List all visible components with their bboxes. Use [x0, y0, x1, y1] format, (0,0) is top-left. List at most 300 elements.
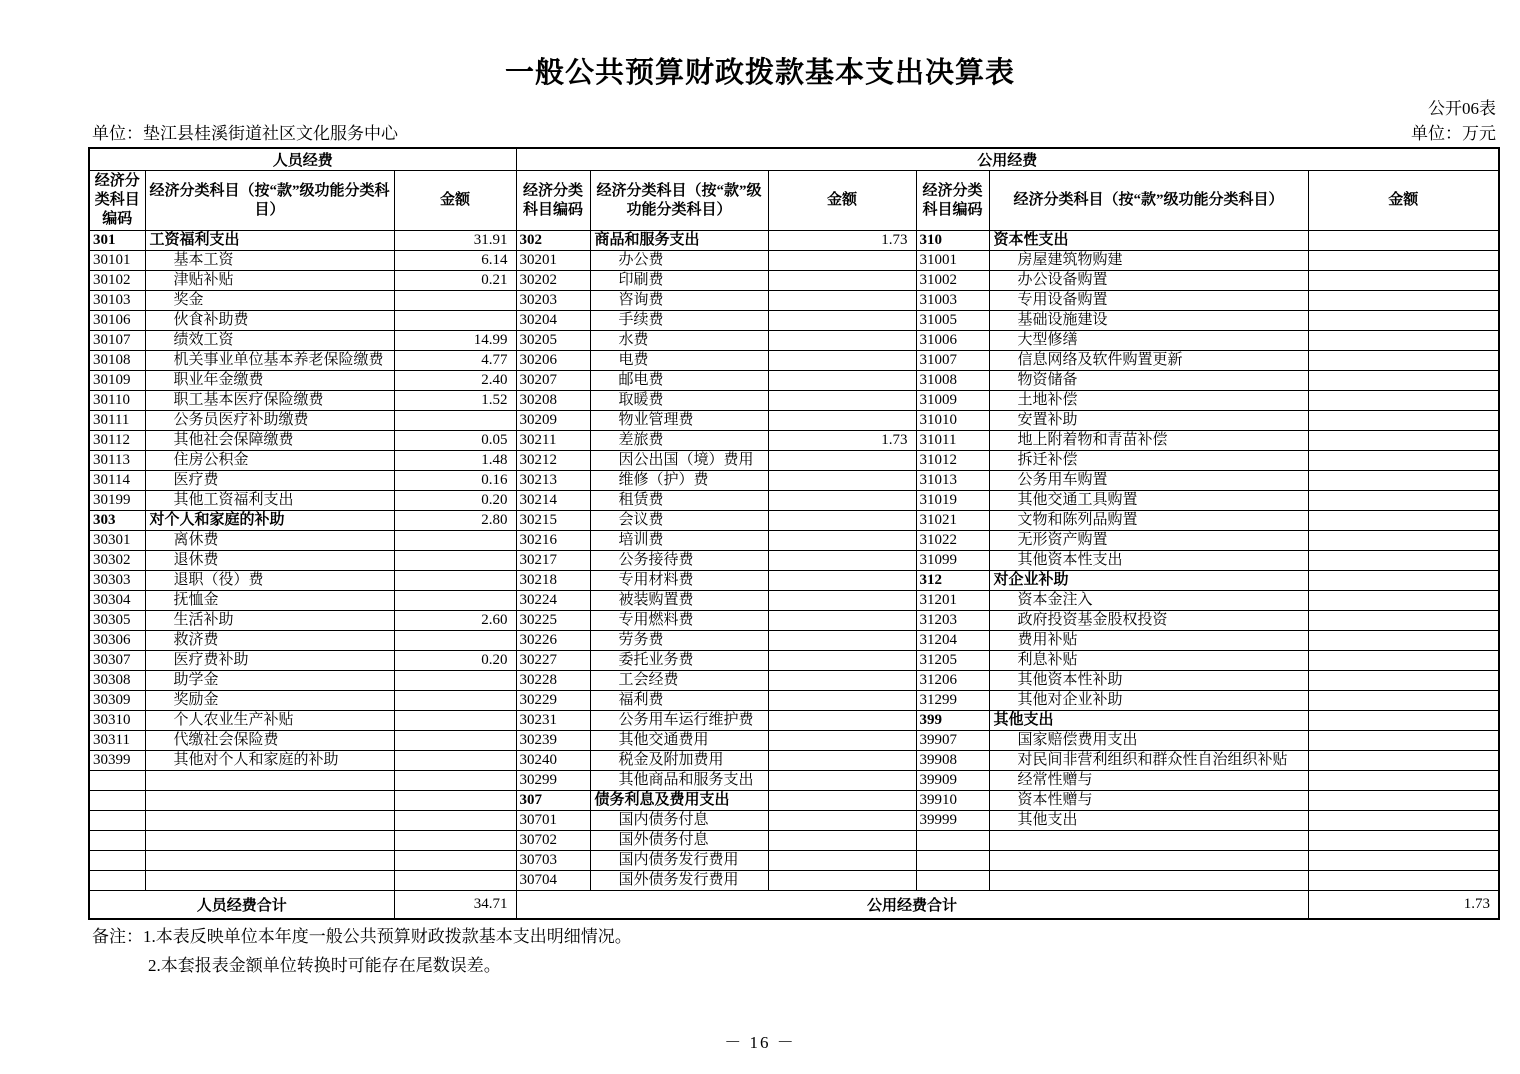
table-row: [89, 671, 1499, 691]
amount-cell: 6.14: [394, 251, 516, 271]
amount-cell: [1308, 651, 1499, 671]
subject-cell: 手续费: [590, 311, 768, 331]
code-cell: 30203: [516, 291, 590, 311]
amount-cell: [394, 591, 516, 611]
subject-cell: 其他商品和服务支出: [590, 771, 768, 791]
personnel-total-value: 34.71: [394, 891, 516, 919]
amount-cell: [394, 791, 516, 811]
code-cell: 30240: [516, 751, 590, 771]
unit-money: 单位：万元: [1411, 124, 1496, 143]
amount-cell: [768, 311, 916, 331]
subject-cell: [145, 791, 394, 811]
amount-cell: [394, 831, 516, 851]
amount-cell: [1308, 851, 1499, 871]
code-cell: 30201: [516, 251, 590, 271]
totals-row: [89, 891, 1499, 919]
code-cell: 30215: [516, 511, 590, 531]
subject-cell: 国内债务付息: [590, 811, 768, 831]
subject-cell: 职工基本医疗保险缴费: [145, 391, 394, 411]
code-cell: 39910: [916, 791, 989, 811]
amount-cell: [1308, 831, 1499, 851]
subject-cell: 国外债务付息: [590, 831, 768, 851]
amount-cell: [1308, 271, 1499, 291]
subject-cell: 资本性支出: [989, 231, 1308, 251]
subject-cell: [989, 851, 1308, 871]
amount-cell: [768, 511, 916, 531]
amount-cell: [1308, 251, 1499, 271]
code-cell: 31206: [916, 671, 989, 691]
subject-cell: 信息网络及软件购置更新: [989, 351, 1308, 371]
code-cell: 30216: [516, 531, 590, 551]
amount-cell: [1308, 771, 1499, 791]
code-cell: 31011: [916, 431, 989, 451]
code-cell: 301: [89, 231, 145, 251]
group-header-row: [89, 148, 1499, 171]
subject-cell: 债务利息及费用支出: [590, 791, 768, 811]
subject-cell: 房屋建筑物购建: [989, 251, 1308, 271]
table-row: [89, 351, 1499, 371]
table-row: [89, 451, 1499, 471]
subject-cell: 医疗费补助: [145, 651, 394, 671]
code-cell: 31012: [916, 451, 989, 471]
amount-cell: [768, 331, 916, 351]
subject-cell: 其他社会保障缴费: [145, 431, 394, 451]
table-row: [89, 511, 1499, 531]
subject-cell: 基础设施建设: [989, 311, 1308, 331]
amount-cell: 1.73: [768, 431, 916, 451]
amount-cell: [1308, 571, 1499, 591]
subject-cell: 奖金: [145, 291, 394, 311]
table-row: [89, 231, 1499, 251]
code-cell: 30199: [89, 491, 145, 511]
code-cell: 31204: [916, 631, 989, 651]
subject-cell: 福利费: [590, 691, 768, 711]
code-cell: 30214: [516, 491, 590, 511]
subject-cell: 其他资本性支出: [989, 551, 1308, 571]
amount-cell: 14.99: [394, 331, 516, 351]
subject-cell: 国内债务发行费用: [590, 851, 768, 871]
subject-cell: 专用设备购置: [989, 291, 1308, 311]
code-cell: 30311: [89, 731, 145, 751]
code-cell: 30309: [89, 691, 145, 711]
table-row: [89, 751, 1499, 771]
amount-cell: [768, 351, 916, 371]
code-cell: 31006: [916, 331, 989, 351]
subject-cell: 工会经费: [590, 671, 768, 691]
code-cell: 30110: [89, 391, 145, 411]
subject-cell: 公务用车运行维护费: [590, 711, 768, 731]
code-cell: 31205: [916, 651, 989, 671]
code-cell: 31099: [916, 551, 989, 571]
table-row: [89, 491, 1499, 511]
amount-cell: [768, 771, 916, 791]
amount-cell: [394, 571, 516, 591]
code-cell: 31002: [916, 271, 989, 291]
amount-cell: [1308, 311, 1499, 331]
code-cell: 30106: [89, 311, 145, 331]
code-cell: 30109: [89, 371, 145, 391]
amount-cell: 0.21: [394, 271, 516, 291]
table-row: [89, 331, 1499, 351]
personnel-total-label: 人员经费合计: [89, 891, 394, 919]
page-number: － 16 －: [724, 1033, 796, 1052]
table-row: [89, 771, 1499, 791]
amount-cell: [768, 831, 916, 851]
table-row: [89, 631, 1499, 651]
subject-cell: 费用补贴: [989, 631, 1308, 651]
subject-cell: 职业年金缴费: [145, 371, 394, 391]
amount-cell: [768, 491, 916, 511]
subject-cell: 离休费: [145, 531, 394, 551]
subject-cell: 国外债务发行费用: [590, 871, 768, 891]
table-row: [89, 471, 1499, 491]
amount-cell: [768, 451, 916, 471]
subject-cell: 培训费: [590, 531, 768, 551]
code-cell: 30205: [516, 331, 590, 351]
code-cell: 30306: [89, 631, 145, 651]
code-cell: 30206: [516, 351, 590, 371]
table-row: [89, 531, 1499, 551]
amount-cell: [1308, 871, 1499, 891]
table-row: [89, 311, 1499, 331]
code-cell: 30103: [89, 291, 145, 311]
code-cell: [89, 871, 145, 891]
footnote-2: 2.本套报表金额单位转换时可能存在尾数误差。: [148, 956, 501, 975]
amount-cell: [1308, 691, 1499, 711]
amount-cell: [1308, 331, 1499, 351]
subject-cell: 津贴补贴: [145, 271, 394, 291]
code-cell: 30227: [516, 651, 590, 671]
col-header-code-left: 经济分类科目编码: [89, 171, 145, 231]
code-cell: 399: [916, 711, 989, 731]
code-cell: [916, 851, 989, 871]
code-cell: 30239: [516, 731, 590, 751]
amount-cell: [394, 631, 516, 651]
code-cell: 31008: [916, 371, 989, 391]
page-title: 一般公共预算财政拨款基本支出决算表: [504, 57, 1015, 89]
footnote-1: 1.本表反映单位本年度一般公共预算财政拨款基本支出明细情况。: [143, 927, 632, 946]
amount-cell: [1308, 451, 1499, 471]
amount-cell: [1308, 431, 1499, 451]
code-cell: 30224: [516, 591, 590, 611]
amount-cell: 0.20: [394, 491, 516, 511]
col-header-subject-middle: 经济分类科目（按“款”级功能分类科目）: [590, 171, 768, 231]
code-cell: 30114: [89, 471, 145, 491]
subject-cell: 差旅费: [590, 431, 768, 451]
code-cell: 39909: [916, 771, 989, 791]
code-cell: 30101: [89, 251, 145, 271]
amount-cell: 31.91: [394, 231, 516, 251]
code-cell: 30307: [89, 651, 145, 671]
code-cell: [89, 851, 145, 871]
code-cell: 31005: [916, 311, 989, 331]
amount-cell: [1308, 611, 1499, 631]
table-row: [89, 291, 1499, 311]
col-header-amount-middle: 金额: [768, 171, 916, 231]
footnote-prefix: 备注：: [92, 927, 143, 946]
subject-cell: 绩效工资: [145, 331, 394, 351]
amount-cell: [394, 411, 516, 431]
subject-cell: 国家赔偿费用支出: [989, 731, 1308, 751]
code-cell: 30701: [516, 811, 590, 831]
code-cell: [89, 791, 145, 811]
code-cell: [89, 771, 145, 791]
code-cell: 31022: [916, 531, 989, 551]
code-cell: 307: [516, 791, 590, 811]
code-cell: 31007: [916, 351, 989, 371]
amount-cell: [1308, 811, 1499, 831]
amount-cell: [1308, 531, 1499, 551]
code-cell: 31010: [916, 411, 989, 431]
code-cell: 30304: [89, 591, 145, 611]
subject-cell: 大型修缮: [989, 331, 1308, 351]
subject-cell: [145, 771, 394, 791]
footnote-line-1: [92, 922, 632, 951]
code-cell: 30702: [516, 831, 590, 851]
amount-cell: [768, 271, 916, 291]
code-cell: 30113: [89, 451, 145, 471]
public-total-label: 公用经费合计: [516, 891, 1308, 919]
table-row: [89, 391, 1499, 411]
code-cell: 30308: [89, 671, 145, 691]
code-cell: 312: [916, 571, 989, 591]
table-row: [89, 251, 1499, 271]
code-cell: 30303: [89, 571, 145, 591]
amount-cell: [768, 611, 916, 631]
code-cell: 30305: [89, 611, 145, 631]
code-cell: 30108: [89, 351, 145, 371]
amount-cell: [1308, 511, 1499, 531]
table-row: [89, 711, 1499, 731]
col-header-subject-left: 经济分类科目（按“款”级功能分类科目）: [145, 171, 394, 231]
subject-cell: 其他支出: [989, 711, 1308, 731]
code-cell: 31003: [916, 291, 989, 311]
subject-cell: 助学金: [145, 671, 394, 691]
code-cell: 30204: [516, 311, 590, 331]
subject-cell: 税金及附加费用: [590, 751, 768, 771]
table-row: [89, 571, 1499, 591]
table-row: [89, 731, 1499, 751]
subject-cell: 商品和服务支出: [590, 231, 768, 251]
subject-cell: 其他工资福利支出: [145, 491, 394, 511]
subject-cell: 委托业务费: [590, 651, 768, 671]
subject-cell: 邮电费: [590, 371, 768, 391]
subject-cell: 抚恤金: [145, 591, 394, 611]
code-cell: 30703: [516, 851, 590, 871]
code-cell: [89, 811, 145, 831]
code-cell: [89, 831, 145, 851]
subject-cell: 其他支出: [989, 811, 1308, 831]
subject-cell: 其他对个人和家庭的补助: [145, 751, 394, 771]
code-cell: 30302: [89, 551, 145, 571]
code-cell: 31201: [916, 591, 989, 611]
amount-cell: 1.52: [394, 391, 516, 411]
subject-cell: 利息补贴: [989, 651, 1308, 671]
amount-cell: 0.20: [394, 651, 516, 671]
code-cell: 30226: [516, 631, 590, 651]
amount-cell: 1.73: [768, 231, 916, 251]
subject-cell: 医疗费: [145, 471, 394, 491]
subject-cell: 水费: [590, 331, 768, 351]
table-row: [89, 791, 1499, 811]
amount-cell: [394, 711, 516, 731]
code-cell: 30107: [89, 331, 145, 351]
amount-cell: [394, 291, 516, 311]
code-cell: 30211: [516, 431, 590, 451]
subject-cell: 经常性赠与: [989, 771, 1308, 791]
table-row: [89, 811, 1499, 831]
table-row: [89, 651, 1499, 671]
amount-cell: [1308, 351, 1499, 371]
subject-cell: 公务员医疗补助缴费: [145, 411, 394, 431]
subject-cell: 其他交通工具购置: [989, 491, 1308, 511]
subject-cell: 无形资产购置: [989, 531, 1308, 551]
subject-cell: 土地补偿: [989, 391, 1308, 411]
amount-cell: [768, 291, 916, 311]
code-cell: 30217: [516, 551, 590, 571]
code-cell: 31021: [916, 511, 989, 531]
col-header-code-right: 经济分类科目编码: [916, 171, 989, 231]
code-cell: 39907: [916, 731, 989, 751]
amount-cell: [768, 411, 916, 431]
table-row: [89, 871, 1499, 891]
amount-cell: [394, 771, 516, 791]
subject-cell: 对民间非营利组织和群众性自治组织补贴: [989, 751, 1308, 771]
table-row: [89, 591, 1499, 611]
subject-cell: 工资福利支出: [145, 231, 394, 251]
amount-cell: 0.05: [394, 431, 516, 451]
code-cell: 31299: [916, 691, 989, 711]
code-cell: 30399: [89, 751, 145, 771]
amount-cell: [1308, 231, 1499, 251]
code-cell: 30231: [516, 711, 590, 731]
amount-cell: [768, 711, 916, 731]
code-cell: 30299: [516, 771, 590, 791]
code-cell: 31019: [916, 491, 989, 511]
group-header-personnel: 人员经费: [89, 148, 516, 171]
amount-cell: 0.16: [394, 471, 516, 491]
amount-cell: [394, 751, 516, 771]
subject-cell: 对企业补助: [989, 571, 1308, 591]
code-cell: 303: [89, 511, 145, 531]
table-row: [89, 271, 1499, 291]
code-cell: 302: [516, 231, 590, 251]
subject-cell: [989, 831, 1308, 851]
amount-cell: [768, 851, 916, 871]
amount-cell: [1308, 411, 1499, 431]
subject-cell: 办公设备购置: [989, 271, 1308, 291]
code-cell: 39999: [916, 811, 989, 831]
amount-cell: [1308, 551, 1499, 571]
amount-cell: [394, 531, 516, 551]
subject-cell: 电费: [590, 351, 768, 371]
amount-cell: [768, 751, 916, 771]
footnotes: [92, 922, 632, 980]
code-cell: 30207: [516, 371, 590, 391]
subject-cell: [989, 871, 1308, 891]
amount-cell: [1308, 791, 1499, 811]
amount-cell: [768, 251, 916, 271]
amount-cell: [768, 871, 916, 891]
subject-cell: 印刷费: [590, 271, 768, 291]
unit-name: 单位：垫江县桂溪街道社区文化服务中心: [92, 124, 398, 143]
amount-cell: [768, 471, 916, 491]
amount-cell: 2.40: [394, 371, 516, 391]
subject-cell: 救济费: [145, 631, 394, 651]
amount-cell: [1308, 491, 1499, 511]
subject-cell: 机关事业单位基本养老保险缴费: [145, 351, 394, 371]
subject-cell: [145, 851, 394, 871]
subject-cell: 咨询费: [590, 291, 768, 311]
col-header-subject-right: 经济分类科目（按“款”级功能分类科目）: [989, 171, 1308, 231]
amount-cell: [768, 391, 916, 411]
table-row: [89, 371, 1499, 391]
table-row: [89, 551, 1499, 571]
amount-cell: [768, 671, 916, 691]
code-cell: 30213: [516, 471, 590, 491]
subject-cell: 政府投资基金股权投资: [989, 611, 1308, 631]
group-header-public: 公用经费: [516, 148, 1499, 171]
subject-cell: 其他对企业补助: [989, 691, 1308, 711]
amount-cell: [1308, 631, 1499, 651]
subject-cell: 安置补助: [989, 411, 1308, 431]
table-row: [89, 691, 1499, 711]
amount-cell: [1308, 591, 1499, 611]
amount-cell: [768, 531, 916, 551]
code-cell: 30228: [516, 671, 590, 691]
subject-cell: 地上附着物和青苗补偿: [989, 431, 1308, 451]
subject-cell: [145, 811, 394, 831]
subject-cell: [145, 871, 394, 891]
column-header-row: [89, 171, 1499, 231]
subject-cell: 拆迁补偿: [989, 451, 1308, 471]
amount-cell: [768, 571, 916, 591]
subject-cell: 退职（役）费: [145, 571, 394, 591]
subject-cell: 其他交通费用: [590, 731, 768, 751]
code-cell: 310: [916, 231, 989, 251]
subject-cell: 劳务费: [590, 631, 768, 651]
subject-cell: 退休费: [145, 551, 394, 571]
amount-cell: [768, 551, 916, 571]
code-cell: [916, 831, 989, 851]
budget-table: [88, 147, 1500, 920]
amount-cell: [394, 671, 516, 691]
public-total-value: 1.73: [1308, 891, 1499, 919]
amount-cell: [394, 551, 516, 571]
code-cell: 30209: [516, 411, 590, 431]
subject-cell: 被装购置费: [590, 591, 768, 611]
subject-cell: 因公出国（境）费用: [590, 451, 768, 471]
subject-cell: 资本性赠与: [989, 791, 1308, 811]
table-row: [89, 851, 1499, 871]
code-cell: 31203: [916, 611, 989, 631]
amount-cell: [394, 691, 516, 711]
amount-cell: [394, 731, 516, 751]
amount-cell: 2.80: [394, 511, 516, 531]
code-cell: 30704: [516, 871, 590, 891]
code-cell: [916, 871, 989, 891]
subject-cell: 生活补助: [145, 611, 394, 631]
amount-cell: [1308, 711, 1499, 731]
amount-cell: [394, 311, 516, 331]
amount-cell: 1.48: [394, 451, 516, 471]
subject-cell: 文物和陈列品购置: [989, 511, 1308, 531]
subject-cell: [145, 831, 394, 851]
code-cell: 30102: [89, 271, 145, 291]
amount-cell: [394, 851, 516, 871]
col-header-amount-right: 金额: [1308, 171, 1499, 231]
col-header-code-middle: 经济分类科目编码: [516, 171, 590, 231]
